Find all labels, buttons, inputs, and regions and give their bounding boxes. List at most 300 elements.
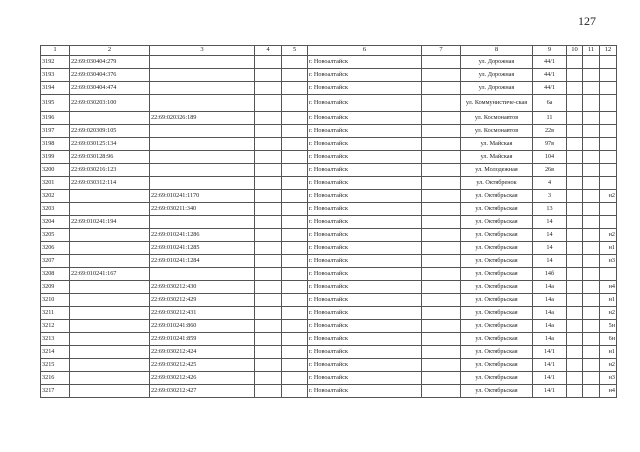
premise-number-cell: [600, 151, 617, 164]
premise-cadastral-cell: 22:69:010241:860: [150, 320, 255, 333]
cadastral-number-cell: [70, 333, 150, 346]
empty-cell: [282, 125, 308, 138]
premise-number-cell: н1: [600, 294, 617, 307]
empty-cell: [583, 268, 600, 281]
empty-cell: [567, 255, 583, 268]
cadastral-number-cell: [70, 203, 150, 216]
street-cell: ул. Октябрьская: [461, 294, 533, 307]
premise-number-cell: [600, 164, 617, 177]
empty-cell: [567, 294, 583, 307]
cadastral-number-cell: [70, 255, 150, 268]
premise-number-cell: н2: [600, 190, 617, 203]
empty-cell: [255, 281, 282, 294]
premise-number-cell: н4: [600, 385, 617, 398]
house-number-cell: 14б: [533, 268, 567, 281]
empty-cell: [282, 242, 308, 255]
column-header: 8: [461, 46, 533, 56]
property-registry-table: [40, 45, 617, 398]
locality-cell: г. Новоалтайск: [308, 138, 422, 151]
empty-cell: [567, 359, 583, 372]
column-header: 11: [583, 46, 600, 56]
locality-cell: г. Новоалтайск: [308, 216, 422, 229]
table-row: [41, 372, 617, 385]
locality-cell: г. Новоалтайск: [308, 242, 422, 255]
street-cell: ул. Октябрьская: [461, 203, 533, 216]
empty-cell: [282, 112, 308, 125]
empty-cell: [567, 242, 583, 255]
locality-cell: г. Новоалтайск: [308, 372, 422, 385]
empty-cell: [422, 190, 461, 203]
empty-cell: [255, 216, 282, 229]
locality-cell: г. Новоалтайск: [308, 333, 422, 346]
empty-cell: [422, 216, 461, 229]
locality-cell: г. Новоалтайск: [308, 346, 422, 359]
cadastral-number-cell: [70, 281, 150, 294]
empty-cell: [282, 82, 308, 95]
locality-cell: г. Новоалтайск: [308, 385, 422, 398]
house-number-cell: 14/1: [533, 372, 567, 385]
empty-cell: [583, 372, 600, 385]
empty-cell: [422, 281, 461, 294]
premise-cadastral-cell: [150, 82, 255, 95]
empty-cell: [422, 333, 461, 346]
empty-cell: [282, 69, 308, 82]
row-number-cell: 3202: [41, 190, 70, 203]
empty-cell: [282, 151, 308, 164]
premise-number-cell: н4: [600, 281, 617, 294]
empty-cell: [567, 216, 583, 229]
column-header: 10: [567, 46, 583, 56]
empty-cell: [422, 242, 461, 255]
empty-cell: [422, 255, 461, 268]
row-number-cell: 3199: [41, 151, 70, 164]
empty-cell: [422, 151, 461, 164]
empty-cell: [567, 125, 583, 138]
empty-cell: [567, 372, 583, 385]
empty-cell: [567, 138, 583, 151]
row-number-cell: 3217: [41, 385, 70, 398]
empty-cell: [583, 216, 600, 229]
empty-cell: [255, 229, 282, 242]
house-number-cell: 13: [533, 203, 567, 216]
column-header: 2: [70, 46, 150, 56]
empty-cell: [583, 242, 600, 255]
empty-cell: [255, 268, 282, 281]
house-number-cell: 14: [533, 255, 567, 268]
empty-cell: [422, 138, 461, 151]
empty-cell: [583, 307, 600, 320]
premise-number-cell: 6н: [600, 333, 617, 346]
locality-cell: г. Новоалтайск: [308, 203, 422, 216]
empty-cell: [282, 177, 308, 190]
premise-number-cell: [600, 177, 617, 190]
premise-cadastral-cell: [150, 69, 255, 82]
table-row: [41, 320, 617, 333]
empty-cell: [255, 177, 282, 190]
street-cell: ул. Октябрьская: [461, 333, 533, 346]
empty-cell: [422, 95, 461, 112]
locality-cell: г. Новоалтайск: [308, 69, 422, 82]
empty-cell: [282, 281, 308, 294]
header-row: [41, 46, 617, 56]
cadastral-number-cell: [70, 359, 150, 372]
street-cell: ул. Октябрьская: [461, 320, 533, 333]
empty-cell: [255, 164, 282, 177]
empty-cell: [255, 203, 282, 216]
row-number-cell: 3214: [41, 346, 70, 359]
house-number-cell: 14а: [533, 307, 567, 320]
cadastral-number-cell: 22:69:030312:114: [70, 177, 150, 190]
house-number-cell: 14а: [533, 320, 567, 333]
street-cell: ул. Майская: [461, 151, 533, 164]
locality-cell: г. Новоалтайск: [308, 320, 422, 333]
table-row: [41, 95, 617, 112]
premise-cadastral-cell: 22:69:030212:429: [150, 294, 255, 307]
table-row: [41, 242, 617, 255]
premise-number-cell: [600, 69, 617, 82]
cadastral-number-cell: [70, 190, 150, 203]
premise-cadastral-cell: [150, 268, 255, 281]
empty-cell: [583, 359, 600, 372]
empty-cell: [255, 95, 282, 112]
premise-cadastral-cell: 22:69:030212:424: [150, 346, 255, 359]
empty-cell: [422, 294, 461, 307]
table-row: [41, 82, 617, 95]
row-number-cell: 3215: [41, 359, 70, 372]
cadastral-number-cell: 22:69:030404:376: [70, 69, 150, 82]
premise-cadastral-cell: 22:69:030212:426: [150, 372, 255, 385]
table-row: [41, 151, 617, 164]
column-header: 3: [150, 46, 255, 56]
cadastral-number-cell: 22:69:030203:100: [70, 95, 150, 112]
premise-number-cell: н2: [600, 229, 617, 242]
row-number-cell: 3192: [41, 56, 70, 69]
table-row: [41, 307, 617, 320]
empty-cell: [583, 177, 600, 190]
empty-cell: [282, 190, 308, 203]
empty-cell: [583, 151, 600, 164]
empty-cell: [567, 268, 583, 281]
locality-cell: г. Новоалтайск: [308, 229, 422, 242]
street-cell: ул. Октябрьская: [461, 346, 533, 359]
empty-cell: [567, 281, 583, 294]
empty-cell: [422, 372, 461, 385]
row-number-cell: 3211: [41, 307, 70, 320]
row-number-cell: 3200: [41, 164, 70, 177]
cadastral-number-cell: 22:69:030128:96: [70, 151, 150, 164]
row-number-cell: 3203: [41, 203, 70, 216]
street-cell: ул. Космонавтов: [461, 112, 533, 125]
row-number-cell: 3208: [41, 268, 70, 281]
street-cell: ул. Октябрьская: [461, 385, 533, 398]
empty-cell: [282, 307, 308, 320]
empty-cell: [583, 138, 600, 151]
table-row: [41, 255, 617, 268]
locality-cell: г. Новоалтайск: [308, 82, 422, 95]
table-row: [41, 281, 617, 294]
cadastral-number-cell: [70, 307, 150, 320]
table-row: [41, 164, 617, 177]
empty-cell: [282, 56, 308, 69]
empty-cell: [567, 95, 583, 112]
premise-number-cell: [600, 56, 617, 69]
premise-number-cell: [600, 138, 617, 151]
locality-cell: г. Новоалтайск: [308, 359, 422, 372]
house-number-cell: 104: [533, 151, 567, 164]
cadastral-number-cell: 22:69:010241:167: [70, 268, 150, 281]
empty-cell: [282, 229, 308, 242]
house-number-cell: 14а: [533, 281, 567, 294]
house-number-cell: 14а: [533, 333, 567, 346]
empty-cell: [567, 229, 583, 242]
street-cell: ул. Молодежная: [461, 164, 533, 177]
premise-number-cell: н1: [600, 346, 617, 359]
street-cell: ул. Дорожная: [461, 82, 533, 95]
street-cell: ул. Октябренок: [461, 177, 533, 190]
cadastral-number-cell: [70, 229, 150, 242]
cadastral-number-cell: 22:69:030216:123: [70, 164, 150, 177]
column-header: 1: [41, 46, 70, 56]
empty-cell: [583, 255, 600, 268]
table-row: [41, 385, 617, 398]
empty-cell: [567, 69, 583, 82]
table-row: [41, 56, 617, 69]
premise-cadastral-cell: [150, 56, 255, 69]
empty-cell: [282, 255, 308, 268]
row-number-cell: 3207: [41, 255, 70, 268]
empty-cell: [422, 320, 461, 333]
empty-cell: [583, 346, 600, 359]
premise-number-cell: [600, 112, 617, 125]
house-number-cell: 3: [533, 190, 567, 203]
street-cell: ул. Космонавтов: [461, 125, 533, 138]
locality-cell: г. Новоалтайск: [308, 164, 422, 177]
row-number-cell: 3194: [41, 82, 70, 95]
row-number-cell: 3201: [41, 177, 70, 190]
locality-cell: г. Новоалтайск: [308, 177, 422, 190]
cadastral-number-cell: [70, 112, 150, 125]
row-number-cell: 3204: [41, 216, 70, 229]
premise-cadastral-cell: [150, 177, 255, 190]
empty-cell: [567, 346, 583, 359]
house-number-cell: 14: [533, 242, 567, 255]
cadastral-number-cell: 22:69:030125:134: [70, 138, 150, 151]
empty-cell: [583, 320, 600, 333]
empty-cell: [282, 372, 308, 385]
empty-cell: [282, 268, 308, 281]
premise-cadastral-cell: [150, 138, 255, 151]
empty-cell: [583, 281, 600, 294]
locality-cell: г. Новоалтайск: [308, 151, 422, 164]
empty-cell: [282, 203, 308, 216]
empty-cell: [255, 320, 282, 333]
row-number-cell: 3212: [41, 320, 70, 333]
premise-cadastral-cell: [150, 216, 255, 229]
house-number-cell: 11: [533, 112, 567, 125]
empty-cell: [422, 229, 461, 242]
premise-number-cell: [600, 95, 617, 112]
locality-cell: г. Новоалтайск: [308, 125, 422, 138]
table-row: [41, 359, 617, 372]
empty-cell: [422, 307, 461, 320]
street-cell: ул. Октябрьская: [461, 307, 533, 320]
empty-cell: [422, 56, 461, 69]
house-number-cell: 26в: [533, 164, 567, 177]
table-row: [41, 294, 617, 307]
street-cell: ул. Октябрьская: [461, 372, 533, 385]
column-header: 12: [600, 46, 617, 56]
row-number-cell: 3198: [41, 138, 70, 151]
premise-cadastral-cell: 22:69:010241:1284: [150, 255, 255, 268]
street-cell: ул. Майская: [461, 138, 533, 151]
empty-cell: [583, 294, 600, 307]
table-row: [41, 333, 617, 346]
house-number-cell: 14: [533, 216, 567, 229]
empty-cell: [583, 69, 600, 82]
premise-cadastral-cell: [150, 95, 255, 112]
cadastral-number-cell: 22:69:030404:279: [70, 56, 150, 69]
empty-cell: [583, 229, 600, 242]
empty-cell: [282, 95, 308, 112]
premise-number-cell: [600, 216, 617, 229]
empty-cell: [583, 95, 600, 112]
empty-cell: [567, 320, 583, 333]
locality-cell: г. Новоалтайск: [308, 112, 422, 125]
empty-cell: [255, 346, 282, 359]
empty-cell: [282, 216, 308, 229]
empty-cell: [422, 346, 461, 359]
empty-cell: [255, 333, 282, 346]
street-cell: ул. Октябрьская: [461, 190, 533, 203]
empty-cell: [583, 333, 600, 346]
premise-number-cell: [600, 203, 617, 216]
empty-cell: [422, 385, 461, 398]
row-number-cell: 3205: [41, 229, 70, 242]
empty-cell: [583, 203, 600, 216]
street-cell: ул. Октябрьская: [461, 229, 533, 242]
row-number-cell: 3216: [41, 372, 70, 385]
empty-cell: [583, 125, 600, 138]
row-number-cell: 3195: [41, 95, 70, 112]
house-number-cell: 97в: [533, 138, 567, 151]
empty-cell: [282, 138, 308, 151]
cadastral-number-cell: [70, 385, 150, 398]
premise-cadastral-cell: 22:69:030211:340: [150, 203, 255, 216]
empty-cell: [567, 203, 583, 216]
street-cell: ул. Дорожная: [461, 69, 533, 82]
cadastral-number-cell: 22:69:010241:194: [70, 216, 150, 229]
premise-number-cell: 5н: [600, 320, 617, 333]
empty-cell: [422, 203, 461, 216]
row-number-cell: 3196: [41, 112, 70, 125]
empty-cell: [567, 112, 583, 125]
empty-cell: [255, 190, 282, 203]
empty-cell: [282, 164, 308, 177]
row-number-cell: 3210: [41, 294, 70, 307]
cadastral-number-cell: 22:69:020309:105: [70, 125, 150, 138]
premise-cadastral-cell: 22:69:010241:1286: [150, 229, 255, 242]
premise-cadastral-cell: 22:69:030212:431: [150, 307, 255, 320]
premise-cadastral-cell: 22:69:020326:189: [150, 112, 255, 125]
premise-cadastral-cell: 22:69:030212:425: [150, 359, 255, 372]
premise-cadastral-cell: 22:69:010241:1170: [150, 190, 255, 203]
cadastral-number-cell: [70, 294, 150, 307]
empty-cell: [422, 359, 461, 372]
empty-cell: [255, 82, 282, 95]
empty-cell: [255, 69, 282, 82]
empty-cell: [583, 190, 600, 203]
house-number-cell: 14: [533, 229, 567, 242]
house-number-cell: 14/1: [533, 359, 567, 372]
empty-cell: [422, 268, 461, 281]
empty-cell: [255, 56, 282, 69]
locality-cell: г. Новоалтайск: [308, 255, 422, 268]
empty-cell: [255, 242, 282, 255]
premise-cadastral-cell: 22:69:030212:427: [150, 385, 255, 398]
table-row: [41, 125, 617, 138]
street-cell: ул. Октябрьская: [461, 216, 533, 229]
table-row: [41, 346, 617, 359]
table-row: [41, 203, 617, 216]
house-number-cell: 6а: [533, 95, 567, 112]
column-header: 6: [308, 46, 422, 56]
table-row: [41, 229, 617, 242]
page-number: 127: [578, 14, 596, 28]
row-number-cell: 3206: [41, 242, 70, 255]
empty-cell: [422, 164, 461, 177]
empty-cell: [567, 307, 583, 320]
street-cell: ул. Октябрьская: [461, 268, 533, 281]
premise-number-cell: [600, 268, 617, 281]
table-row: [41, 268, 617, 281]
premise-cadastral-cell: [150, 164, 255, 177]
empty-cell: [255, 255, 282, 268]
house-number-cell: 4: [533, 177, 567, 190]
street-cell: ул. Октябрьская: [461, 242, 533, 255]
table-row: [41, 112, 617, 125]
empty-cell: [567, 177, 583, 190]
street-cell: ул. Октябрьская: [461, 255, 533, 268]
premise-cadastral-cell: 22:69:030212:430: [150, 281, 255, 294]
street-cell: ул. Дорожная: [461, 56, 533, 69]
street-cell: ул. Октябрьская: [461, 359, 533, 372]
empty-cell: [255, 372, 282, 385]
premise-number-cell: н3: [600, 255, 617, 268]
empty-cell: [255, 359, 282, 372]
empty-cell: [583, 164, 600, 177]
empty-cell: [255, 138, 282, 151]
locality-cell: г. Новоалтайск: [308, 281, 422, 294]
row-number-cell: 3197: [41, 125, 70, 138]
locality-cell: г. Новоалтайск: [308, 56, 422, 69]
locality-cell: г. Новоалтайск: [308, 294, 422, 307]
table-row: [41, 177, 617, 190]
table-row: [41, 69, 617, 82]
house-number-cell: 14а: [533, 294, 567, 307]
table-body: [41, 56, 617, 398]
house-number-cell: 22в: [533, 125, 567, 138]
empty-cell: [255, 151, 282, 164]
empty-cell: [255, 294, 282, 307]
cadastral-number-cell: [70, 372, 150, 385]
cadastral-number-cell: [70, 242, 150, 255]
empty-cell: [282, 359, 308, 372]
empty-cell: [567, 190, 583, 203]
empty-cell: [422, 125, 461, 138]
empty-cell: [255, 125, 282, 138]
table-row: [41, 138, 617, 151]
house-number-cell: 14/1: [533, 346, 567, 359]
